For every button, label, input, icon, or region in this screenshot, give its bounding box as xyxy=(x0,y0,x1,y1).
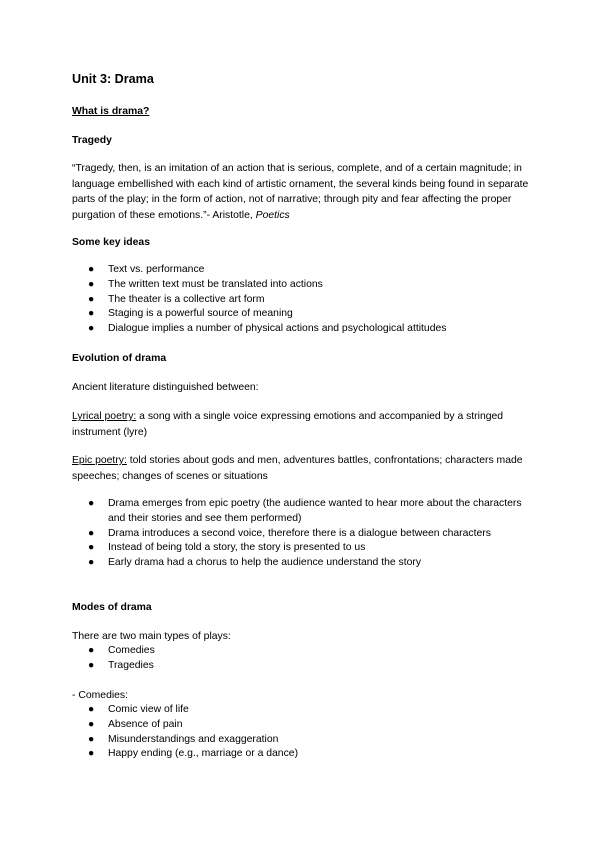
tragedy-quote xyxy=(72,161,532,223)
lyrical-poetry-paragraph xyxy=(72,409,532,440)
list-item: ● Comic view of life xyxy=(72,703,538,718)
list-item: ● Drama introduces a second voice, therefore there is a dialogue between characters xyxy=(72,527,538,542)
bullet-icon: ● xyxy=(88,498,95,509)
list-item: ● Comedies xyxy=(72,644,538,659)
heading-tragedy: Tragedy xyxy=(72,135,112,146)
list-item: ● The written text must be translated into actions xyxy=(72,278,538,293)
bullet-icon: ● xyxy=(88,264,95,275)
quote-text: “Tragedy, then, is an imitation of an action that is serious, complete, and of a certain magnitude; in language embellished with each kind of artistic ornament, the several kinds being found in separate parts of the play; in the form of action, not of narrative; through pity and fear affecting the proper purgation of these emotions.”- Aristotle, xyxy=(72,163,529,221)
bullet-icon: ● xyxy=(88,748,95,760)
list-item: ● Dialogue implies a number of physical actions and psychological attitudes xyxy=(72,322,538,337)
bullet-icon: ● xyxy=(88,278,95,290)
evolution-list xyxy=(72,497,538,571)
page-title: Unit 3: Drama xyxy=(72,72,154,86)
list-item: ● Tragedies xyxy=(72,659,538,674)
bullet-icon: ● xyxy=(88,718,95,730)
lyrical-definition: a song with a single voice expressing emotions and accompanied by a stringed instrument (lyre) xyxy=(72,411,504,438)
modes-intro: There are two main types of plays: xyxy=(72,631,231,642)
bullet-icon: ● xyxy=(88,659,95,671)
list-item: ● Misunderstandings and exaggeration xyxy=(72,733,538,748)
epic-definition: told stories about gods and men, adventures battles, confrontations; characters made speeches; changes of scenes or situations xyxy=(72,455,523,482)
bullet-icon: ● xyxy=(88,704,95,715)
epic-term: Epic poetry: xyxy=(72,455,127,466)
key-ideas-list xyxy=(72,263,538,337)
heading-evolution: Evolution of drama xyxy=(72,353,167,364)
list-item: ● Absence of pain xyxy=(72,718,538,733)
heading-key-ideas: Some key ideas xyxy=(72,237,150,248)
bullet-icon: ● xyxy=(88,308,95,320)
heading-modes: Modes of drama xyxy=(72,602,152,613)
comedies-list xyxy=(72,703,538,762)
list-item: ● Early drama had a chorus to help the audience understand the story xyxy=(72,556,538,571)
bullet-icon: ● xyxy=(88,645,95,656)
epic-poetry-paragraph xyxy=(72,453,532,484)
comedies-label: - Comedies: xyxy=(72,690,129,701)
heading-what-is-drama: What is drama? xyxy=(72,106,150,117)
evolution-intro: Ancient literature distinguished between: xyxy=(72,382,259,393)
list-item: ● The theater is a collective art form xyxy=(72,293,538,308)
bullet-icon: ● xyxy=(88,542,95,554)
bullet-icon: ● xyxy=(88,293,95,305)
list-item: ● Happy ending (e.g., marriage or a dance) xyxy=(72,747,538,762)
lyrical-term: Lyrical poetry: xyxy=(72,411,137,422)
quote-source: Poetics xyxy=(255,209,290,221)
list-item: ● Staging is a powerful source of meaning xyxy=(72,307,538,322)
bullet-icon: ● xyxy=(88,527,95,539)
bullet-icon: ● xyxy=(88,323,95,335)
list-item: ● Drama emerges from epic poetry (the audience wanted to hear more about the characters and their stories and see them performed) xyxy=(88,498,522,524)
modes-list xyxy=(72,644,538,674)
list-item: ● Text vs. performance xyxy=(72,263,538,278)
bullet-icon: ● xyxy=(88,733,95,745)
list-item: ● Instead of being told a story, the story is presented to us xyxy=(72,541,538,556)
bullet-icon: ● xyxy=(88,557,95,569)
